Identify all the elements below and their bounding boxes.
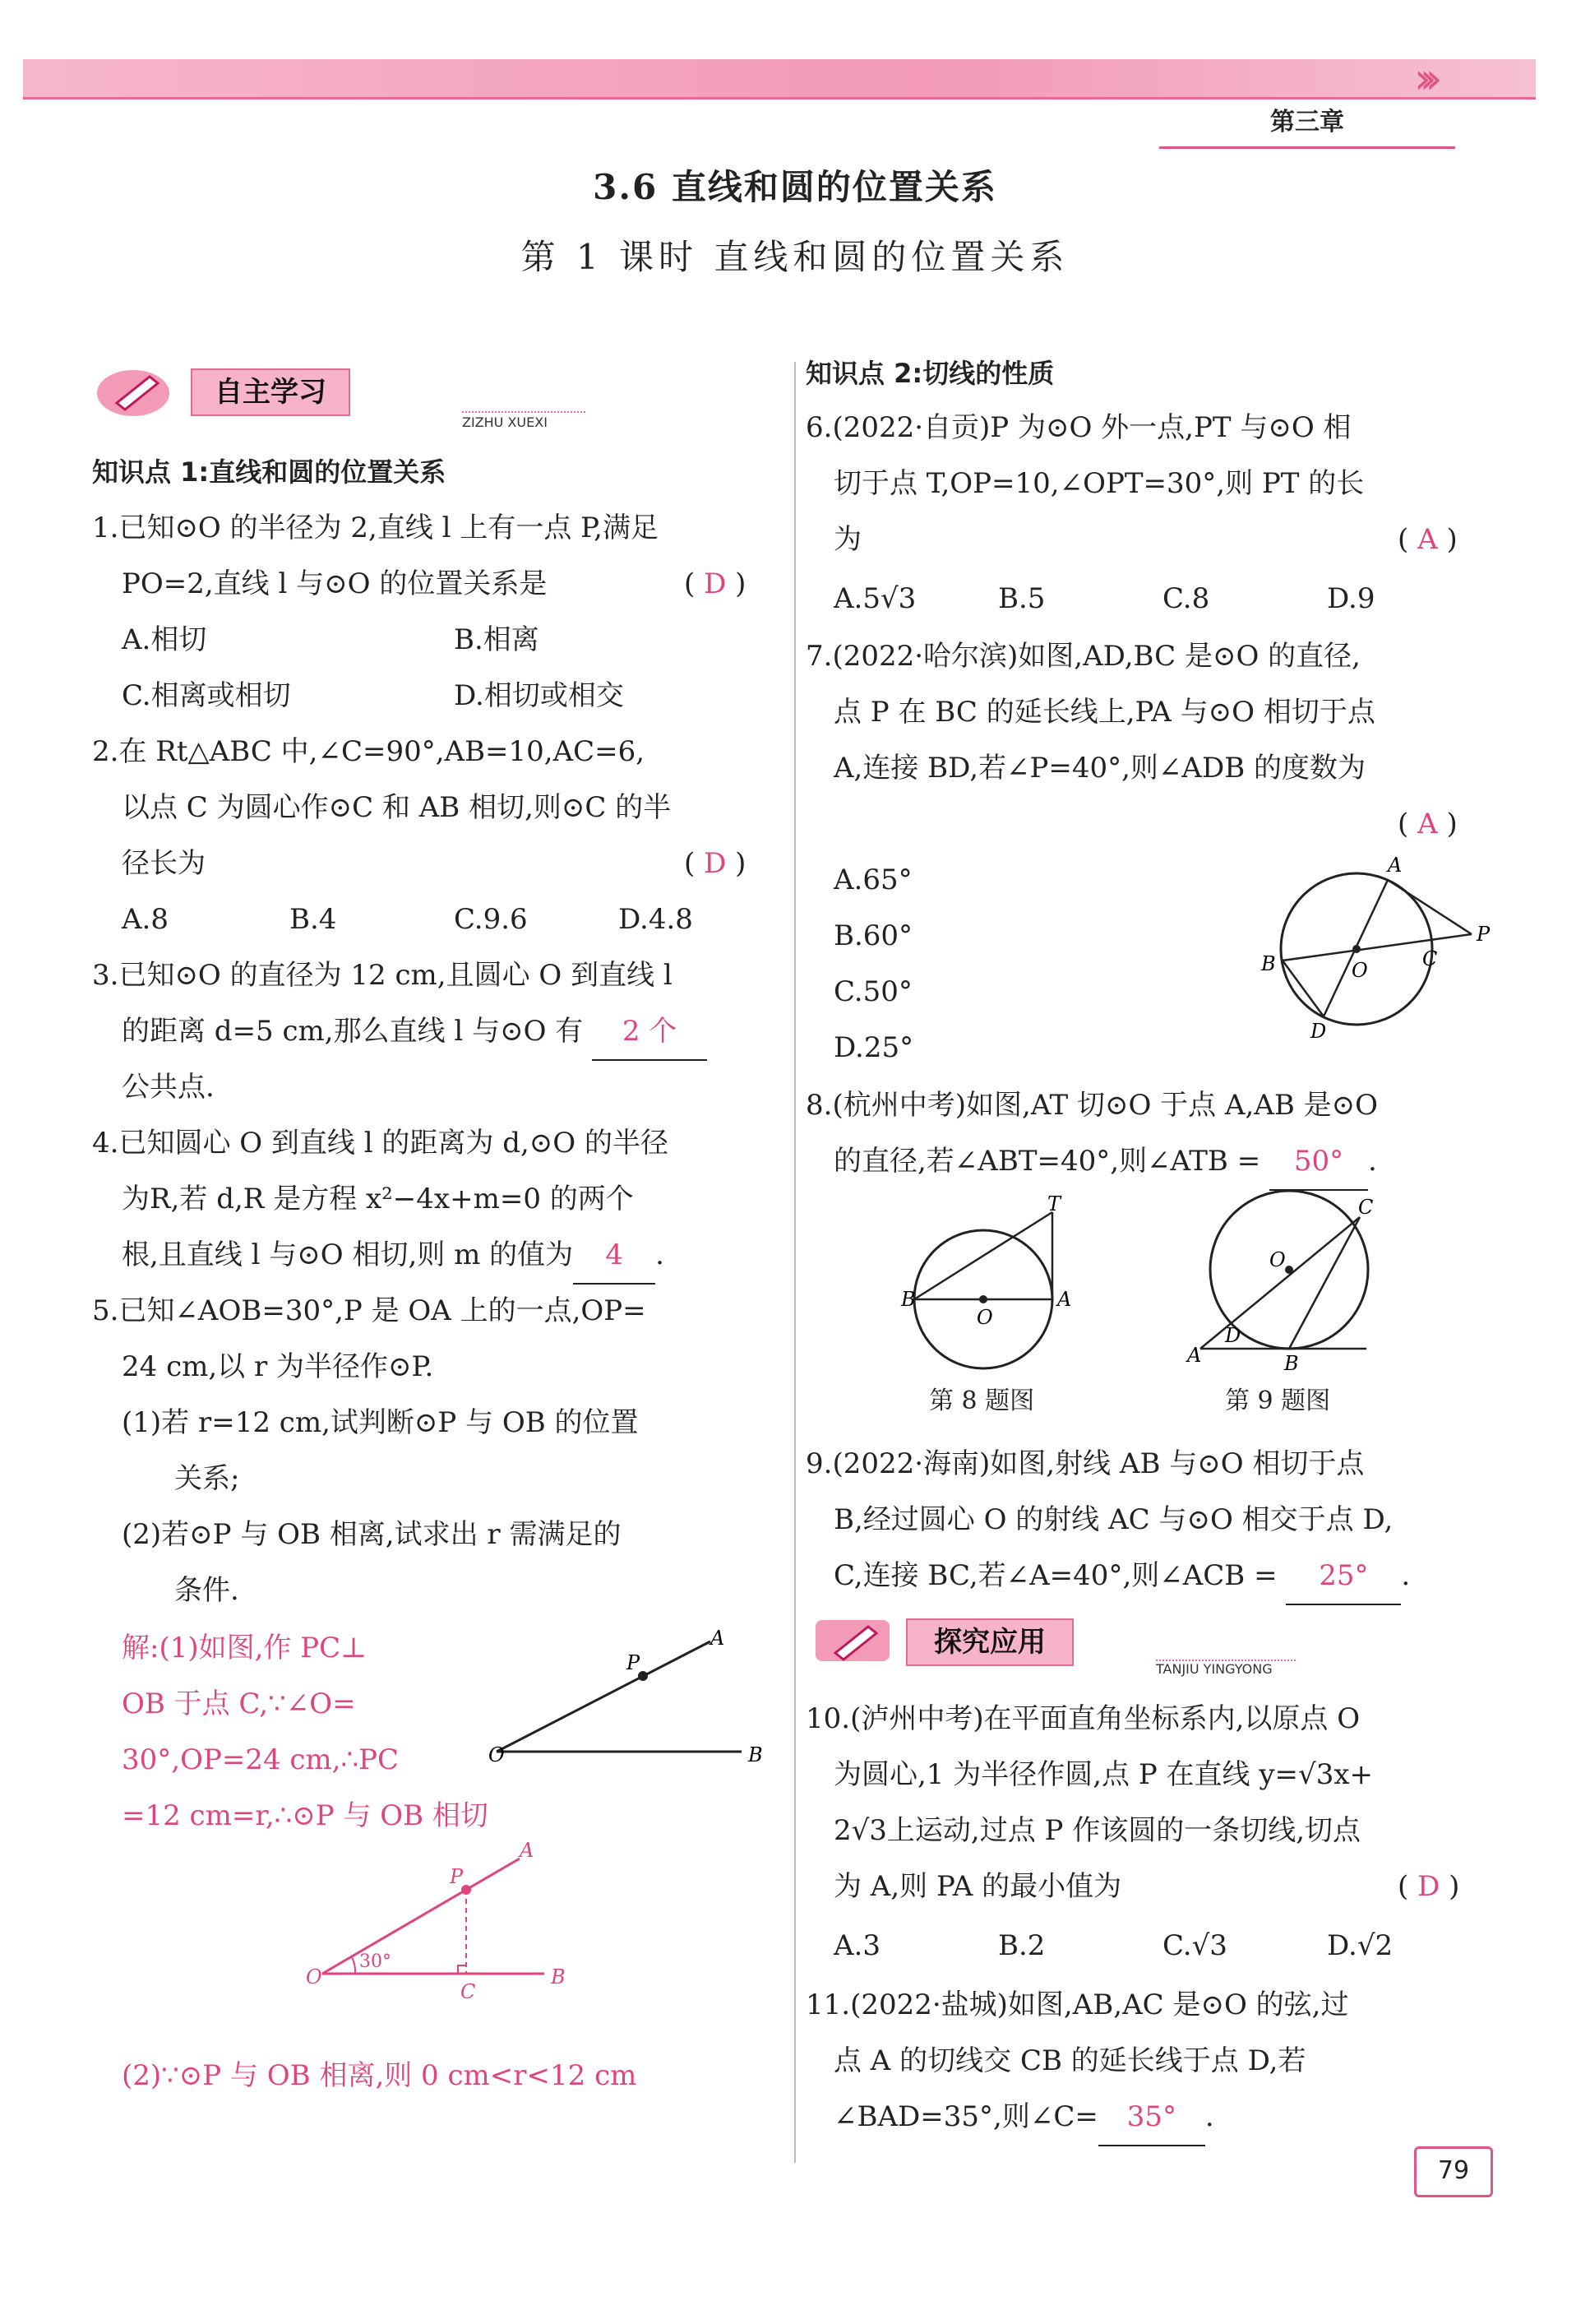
center-o [1352, 945, 1361, 953]
question-11-line2: 点 A 的切线交 CB 的延长线于点 D,若 [834, 2044, 1306, 2077]
section-label: 探究应用 [906, 1618, 1074, 1666]
question-5-part2-cont: 条件. [174, 1574, 239, 1607]
pencil-badge-icon [92, 362, 183, 419]
knowledge-point-1: 知识点 1:直线和圆的位置关系 [92, 456, 446, 488]
option-b: B.60° [834, 919, 913, 952]
solution-line2: OB 于点 C,∵∠O= [122, 1687, 356, 1720]
question-2-line2: 以点 C 为圆心作⊙C 和 AB 相切,则⊙C 的半 [122, 791, 672, 824]
center-o [1285, 1266, 1293, 1274]
figure-q5 [478, 1628, 774, 1776]
label-a: A [1187, 1344, 1202, 1367]
angle-arc [352, 1957, 355, 1974]
question-5-part1-cont: 关系; [174, 1462, 240, 1495]
answer-blank: 35° [1098, 2089, 1205, 2146]
question-7-line1: 7.(2022·哈尔滨)如图,AD,BC 是⊙O 的直径, [806, 640, 1361, 673]
question-7-answer: ( A ) [1398, 808, 1458, 840]
question-1-answer: ( D ) [684, 567, 746, 600]
lesson-title: 第 1 课时 直线和圆的位置关系 [520, 237, 1070, 277]
label-d: D [1310, 1020, 1327, 1043]
question-6-line3: 为 [834, 523, 862, 556]
question-10-answer: ( D ) [1398, 1870, 1460, 1903]
figure-q7 [1250, 855, 1496, 1053]
section-title: 3.6 直线和圆的位置关系 [593, 167, 997, 207]
option-b: B.5 [998, 582, 1046, 615]
question-7-line2: 点 P 在 BC 的延长线上,PA 与⊙O 相切于点 [834, 696, 1375, 729]
page-number: 79 [1414, 2146, 1493, 2197]
option-c: C.√3 [1162, 1929, 1227, 1962]
question-8-line2: 的直径,若∠ABT=40°,则∠ATB = 50° . [834, 1133, 1377, 1191]
question-3-line3: 公共点. [122, 1071, 215, 1104]
label-c: C [460, 1980, 476, 2003]
label-b: B [901, 1288, 916, 1311]
label-p: P [1477, 923, 1491, 946]
option-a: A.8 [122, 903, 169, 936]
column-divider [794, 362, 796, 2163]
option-b: B.相离 [454, 623, 539, 656]
answer-blank: 4 [573, 1227, 655, 1285]
answer-blank: 25° [1286, 1548, 1401, 1605]
right-column [806, 345, 1513, 2155]
label-o: O [977, 1306, 993, 1329]
figure-q8 [901, 1192, 1102, 1365]
label-p: P [626, 1651, 640, 1674]
segment-bc [1289, 1217, 1360, 1349]
label-p: P [450, 1865, 464, 1888]
question-3-line1: 3.已知⊙O 的直径为 12 cm,且圆心 O 到直线 l [92, 959, 673, 992]
option-d: D.9 [1327, 582, 1375, 615]
option-a: A.5√3 [834, 582, 917, 615]
label-a: A [710, 1627, 725, 1650]
solution-line4: =12 cm=r,∴⊙P 与 OB 相切 [122, 1799, 488, 1832]
section-header-self-study [92, 362, 618, 430]
label-angle: 30° [359, 1951, 391, 1972]
label-a: A [1057, 1288, 1072, 1311]
label-t: T [1047, 1192, 1061, 1215]
chevron-decor-icon: ››› [1414, 54, 1431, 104]
question-10-line4: 为 A,则 PA 的最小值为 [834, 1870, 1122, 1903]
solution-line1: 解:(1)如图,作 PC⊥ [122, 1632, 367, 1664]
question-6-line1: 6.(2022·自贡)P 为⊙O 外一点,PT 与⊙O 相 [806, 411, 1352, 444]
question-10-line1: 10.(泸州中考)在平面直角坐标系内,以原点 O [806, 1702, 1361, 1735]
label-d: D [1225, 1324, 1241, 1347]
section-header-explore [811, 1612, 1337, 1677]
section-dotted-rule [462, 411, 585, 413]
ray-oa [322, 1859, 520, 1974]
header-band [23, 59, 1536, 97]
figure-q9 [1184, 1196, 1414, 1375]
question-1-line2: PO=2,直线 l 与⊙O 的位置关系是 [122, 567, 548, 600]
knowledge-point-2: 知识点 2:切线的性质 [806, 358, 1055, 389]
label-a: A [520, 1839, 534, 1862]
label-b: B [1284, 1352, 1299, 1375]
figure-8-caption: 第 8 题图 [929, 1387, 1035, 1415]
label-o: O [306, 1965, 322, 1988]
question-9-line3: C,连接 BC,若∠A=40°,则∠ACB = 25° . [834, 1548, 1410, 1605]
option-d: D.4.8 [618, 903, 693, 936]
question-11-line1: 11.(2022·盐城)如图,AB,AC 是⊙O 的弦,过 [806, 1988, 1349, 2021]
label-o: O [488, 1743, 505, 1766]
option-c: C.9.6 [454, 903, 528, 936]
option-c: C.50° [834, 975, 913, 1008]
question-5-part1: (1)若 r=12 cm,试判断⊙P 与 OB 的位置 [122, 1406, 639, 1439]
question-2-answer: ( D ) [684, 847, 746, 880]
pencil-badge-icon [811, 1612, 901, 1669]
solution-line3: 30°,OP=24 cm,∴PC [122, 1743, 399, 1776]
question-6-answer: ( A ) [1398, 523, 1458, 556]
label-o: O [1352, 959, 1368, 982]
figure-9-caption: 第 9 题图 [1225, 1387, 1331, 1415]
figure-solution [298, 1839, 594, 2007]
label-b: B [1261, 952, 1276, 975]
line-bp [1283, 934, 1472, 961]
question-3-line2: 的距离 d=5 cm,那么直线 l 与⊙O 有 2 个 [122, 1003, 707, 1061]
answer-blank: 2 个 [592, 1003, 707, 1061]
center-o [979, 1295, 987, 1303]
solution-line5: (2)∵⊙P 与 OB 相离,则 0 cm<r<12 cm [122, 2059, 637, 2092]
label-c: C [1422, 947, 1438, 970]
chord-bd [1283, 961, 1324, 1016]
question-5-part2: (2)若⊙P 与 OB 相离,试求出 r 需满足的 [122, 1518, 622, 1551]
line-bt [914, 1212, 1052, 1299]
question-1-line1: 1.已知⊙O 的半径为 2,直线 l 上有一点 P,满足 [92, 512, 659, 544]
question-5-line1: 5.已知∠AOB=30°,P 是 OA 上的一点,OP= [92, 1294, 646, 1327]
question-2-line1: 2.在 Rt△ABC 中,∠C=90°,AB=10,AC=6, [92, 735, 645, 768]
answer-blank: 50° [1269, 1133, 1368, 1191]
option-a: A.65° [834, 863, 913, 896]
option-c: C.相离或相切 [122, 679, 291, 712]
question-4-line1: 4.已知圆心 O 到直线 l 的距离为 d,⊙O 的半径 [92, 1127, 668, 1160]
label-b: B [551, 1965, 566, 1988]
option-b: B.4 [289, 903, 337, 936]
question-10-line2: 为圆心,1 为半径作圆,点 P 在直线 y=√3x+ [834, 1758, 1374, 1791]
option-a: A.相切 [122, 623, 207, 656]
question-5-line2: 24 cm,以 r 为半径作⊙P. [122, 1350, 434, 1383]
option-d: D.√2 [1327, 1929, 1394, 1962]
question-10-line3: 2√3上运动,过点 P 作该圆的一条切线,切点 [834, 1814, 1361, 1847]
label-a: A [1388, 854, 1403, 877]
option-b: B.2 [998, 1929, 1046, 1962]
question-7-line3: A,连接 BD,若∠P=40°,则∠ADB 的度数为 [834, 752, 1366, 785]
section-label: 自主学习 [191, 368, 350, 416]
label-b: B [748, 1743, 763, 1766]
chapter-label: 第三章 [1159, 97, 1455, 149]
question-9-line2: B,经过圆心 O 的射线 AC 与⊙O 相交于点 D, [834, 1503, 1394, 1536]
question-4-line2: 为R,若 d,R 是方程 x²−4x+m=0 的两个 [122, 1183, 634, 1215]
question-9-line1: 9.(2022·海南)如图,射线 AB 与⊙O 相切于点 [806, 1447, 1365, 1480]
ray-oa [497, 1641, 710, 1752]
option-d: D.相切或相交 [454, 679, 624, 712]
option-a: A.3 [834, 1929, 881, 1962]
question-6-line2: 切于点 T,OP=10,∠OPT=30°,则 PT 的长 [834, 467, 1365, 500]
option-c: C.8 [1162, 582, 1210, 615]
option-d: D.25° [834, 1031, 914, 1064]
section-dotted-rule [1156, 1660, 1296, 1661]
label-o: O [1269, 1248, 1286, 1271]
label-c: C [1358, 1196, 1374, 1219]
question-11-line3: ∠BAD=35°,则∠C= 35° . [834, 2089, 1214, 2146]
question-2-line3: 径长为 [122, 847, 206, 880]
question-4-line3: 根,且直线 l 与⊙O 相切,则 m 的值为 4 . [122, 1227, 664, 1285]
section-pinyin: ZIZHU XUEXI [462, 414, 548, 430]
question-8-line1: 8.(杭州中考)如图,AT 切⊙O 于点 A,AB 是⊙O [806, 1089, 1379, 1122]
left-column [92, 362, 783, 2171]
section-pinyin: TANJIU YINGYONG [1156, 1661, 1273, 1677]
